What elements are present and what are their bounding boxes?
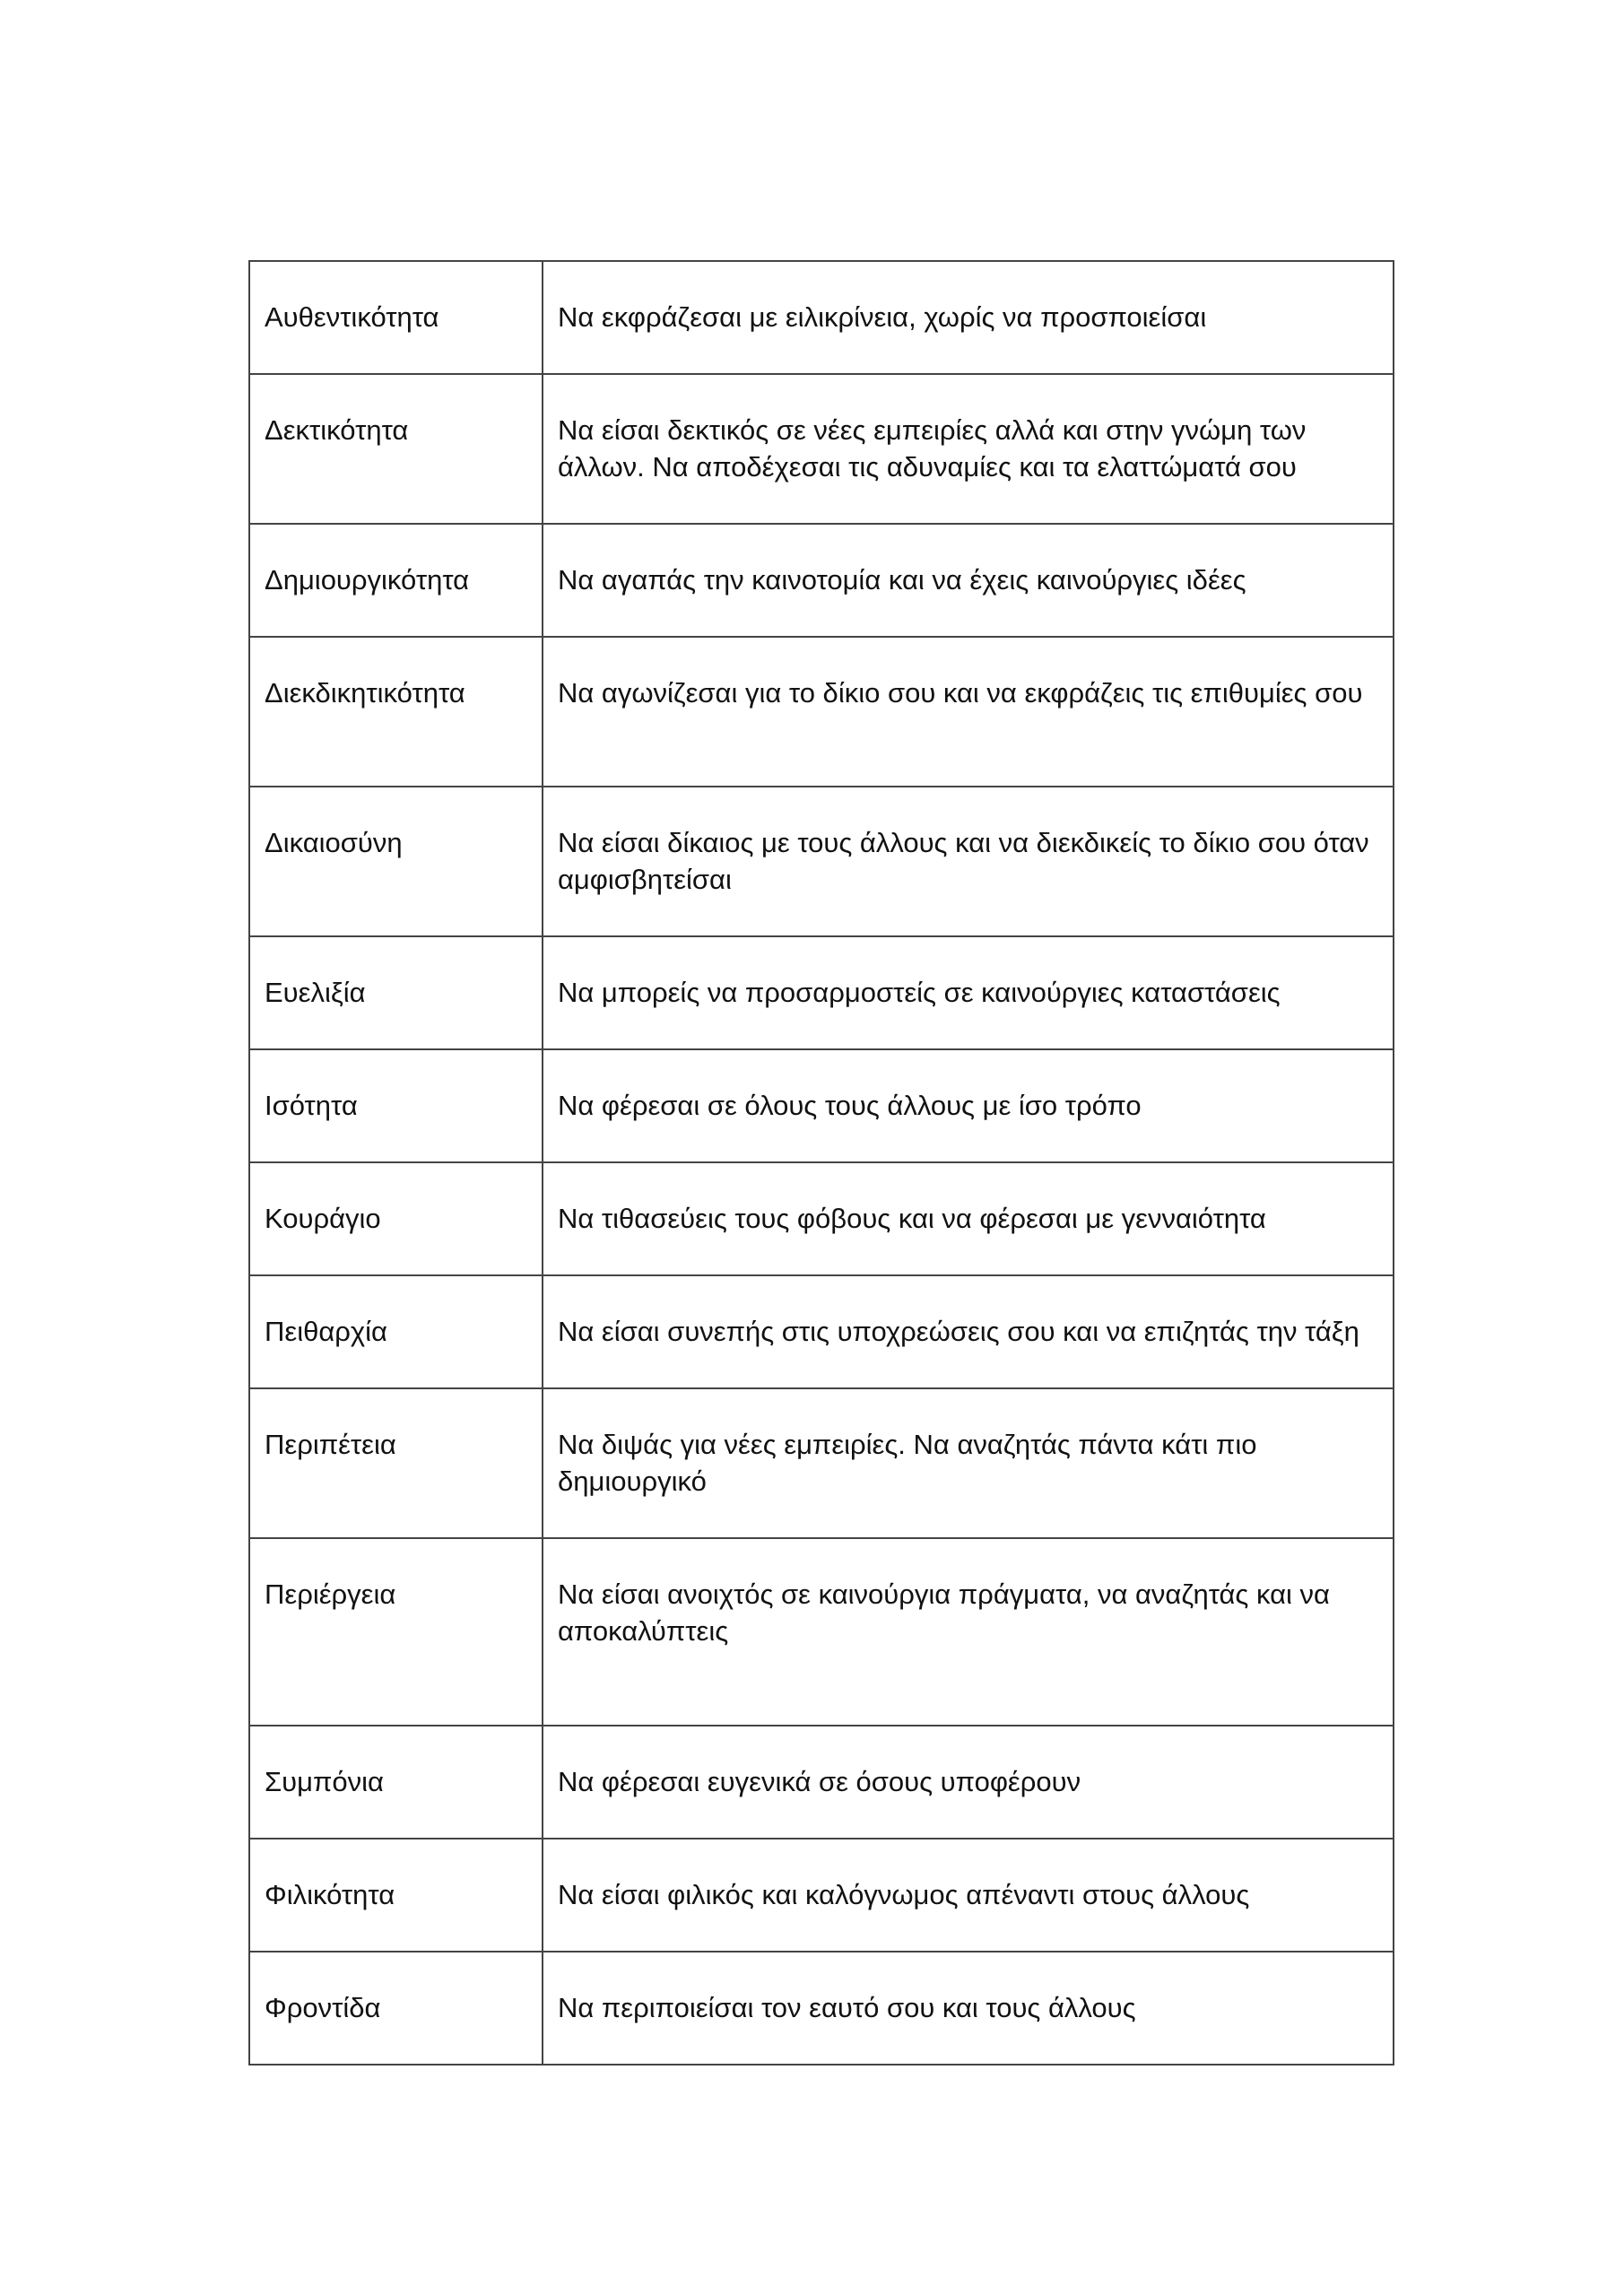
value-name-cell: Ισότητα xyxy=(249,1049,543,1162)
value-description-cell: Να περιποιείσαι τον εαυτό σου και τους άλλους xyxy=(543,1952,1394,2065)
table-row xyxy=(249,1388,1394,1538)
table-row xyxy=(249,261,1394,374)
value-description-cell: Να είσαι ανοιχτός σε καινούργια πράγματα, να αναζητάς και να αποκαλύπτεις xyxy=(543,1538,1394,1726)
value-name-cell: Δημιουργικότητα xyxy=(249,524,543,637)
value-description-cell: Να είσαι δίκαιος με τους άλλους και να διεκδικείς το δίκιο σου όταν αμφισβητείσαι xyxy=(543,787,1394,936)
table-row xyxy=(249,1049,1394,1162)
table-row xyxy=(249,524,1394,637)
value-description-cell: Να εκφράζεσαι με ειλικρίνεια, χωρίς να προσποιείσαι xyxy=(543,261,1394,374)
table-row xyxy=(249,374,1394,524)
table-row xyxy=(249,1839,1394,1952)
value-description-cell: Να φέρεσαι σε όλους τους άλλους με ίσο τρόπο xyxy=(543,1049,1394,1162)
value-name-cell: Συμπόνια xyxy=(249,1726,543,1839)
table-row xyxy=(249,936,1394,1049)
table-row xyxy=(249,787,1394,936)
value-name-cell: Δικαιοσύνη xyxy=(249,787,543,936)
value-name-cell: Φροντίδα xyxy=(249,1952,543,2065)
value-name-cell: Ευελιξία xyxy=(249,936,543,1049)
table-row xyxy=(249,1162,1394,1275)
table-row xyxy=(249,1952,1394,2065)
value-description-cell: Να τιθασεύεις τους φόβους και να φέρεσαι με γενναιότητα xyxy=(543,1162,1394,1275)
value-name-cell: Κουράγιο xyxy=(249,1162,543,1275)
table-row xyxy=(249,1538,1394,1726)
value-name-cell: Αυθεντικότητα xyxy=(249,261,543,374)
table-row xyxy=(249,1275,1394,1388)
values-table xyxy=(248,260,1394,2066)
value-description-cell: Να αγωνίζεσαι για το δίκιο σου και να εκφράζεις τις επιθυμίες σου xyxy=(543,637,1394,787)
value-description-cell: Να φέρεσαι ευγενικά σε όσους υποφέρουν xyxy=(543,1726,1394,1839)
value-description-cell: Να είσαι δεκτικός σε νέες εμπειρίες αλλά και στην γνώμη των άλλων. Να αποδέχεσαι τις αδυναμίες και τα ελαττώματά σου xyxy=(543,374,1394,524)
value-name-cell: Δεκτικότητα xyxy=(249,374,543,524)
value-description-cell: Να αγαπάς την καινοτομία και να έχεις καινούργιες ιδέες xyxy=(543,524,1394,637)
value-description-cell: Να είσαι φιλικός και καλόγνωμος απέναντι στους άλλους xyxy=(543,1839,1394,1952)
value-description-cell: Να μπορείς να προσαρμοστείς σε καινούργιες καταστάσεις xyxy=(543,936,1394,1049)
value-name-cell: Περιέργεια xyxy=(249,1538,543,1726)
value-name-cell: Περιπέτεια xyxy=(249,1388,543,1538)
value-description-cell: Να διψάς για νέες εμπειρίες. Να αναζητάς πάντα κάτι πιο δημιουργικό xyxy=(543,1388,1394,1538)
table-row xyxy=(249,637,1394,787)
value-name-cell: Φιλικότητα xyxy=(249,1839,543,1952)
value-name-cell: Πειθαρχία xyxy=(249,1275,543,1388)
value-name-cell: Διεκδικητικότητα xyxy=(249,637,543,787)
value-description-cell: Να είσαι συνεπής στις υποχρεώσεις σου και να επιζητάς την τάξη xyxy=(543,1275,1394,1388)
table-row xyxy=(249,1726,1394,1839)
